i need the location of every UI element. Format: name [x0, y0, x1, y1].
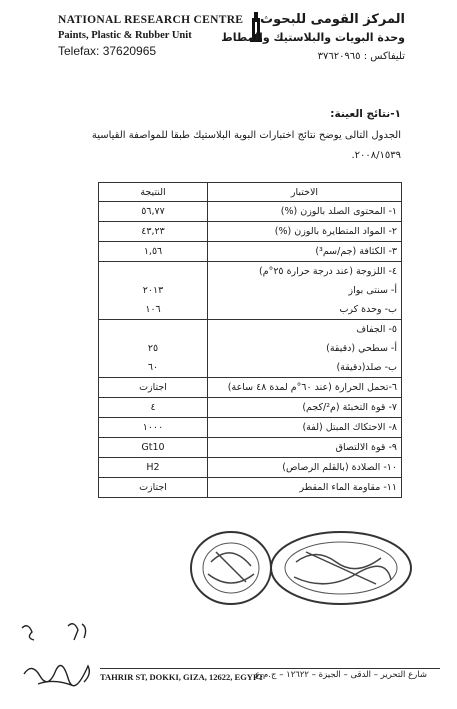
test-line: ب- وحدة كرب	[339, 304, 397, 315]
result-cell	[99, 262, 208, 320]
result-cell	[99, 242, 208, 262]
table-row	[99, 262, 402, 320]
result-cell	[99, 222, 208, 242]
result-line: ١٠٠٠	[142, 422, 164, 433]
table-row	[99, 478, 402, 498]
test-line: ٥- الجفاف	[356, 324, 397, 335]
test-name-cell	[208, 458, 402, 478]
test-line: ١١- مقاومة الماء المقطر	[299, 482, 397, 493]
result-cell	[99, 320, 208, 378]
table-row	[99, 398, 402, 418]
handwritten-signature	[18, 618, 98, 696]
org-name-ar: المركز القومى للبحوث	[260, 12, 405, 27]
test-name-cell	[208, 222, 402, 242]
section-title: ١-نتائج العينة:	[330, 108, 401, 120]
unit-name-en: Paints, Plastic & Rubber Unit	[58, 30, 192, 41]
test-name-cell	[208, 242, 402, 262]
test-name-cell	[208, 378, 402, 398]
test-name-cell	[208, 478, 402, 498]
result-line: اجتازت	[139, 482, 167, 493]
test-line: ٤- اللزوجة (عند درجة حرارة ٢٥°م)	[258, 266, 397, 277]
result-cell	[99, 202, 208, 222]
result-cell	[99, 458, 208, 478]
test-line: ٢- المواد المتطايرة بالوزن (%)	[274, 226, 397, 237]
result-line: Gt10	[141, 442, 165, 453]
table-row	[99, 458, 402, 478]
result-cell	[99, 478, 208, 498]
test-line: ١٠- الصلادة (بالقلم الرصاص)	[282, 462, 397, 473]
table-row	[99, 320, 402, 378]
result-line: ٤	[150, 402, 156, 413]
result-cell	[99, 438, 208, 458]
table-row	[99, 222, 402, 242]
table-row	[99, 438, 402, 458]
test-line: أ- سطحي (دقيقة)	[326, 343, 397, 354]
test-name-cell	[208, 398, 402, 418]
telefax-ar: تليفاكس : ٣٧٦٢٠٩٦٥	[317, 51, 405, 62]
org-name-en: NATIONAL RESEARCH CENTRE	[58, 14, 244, 26]
table-row	[99, 242, 402, 262]
result-line: ٢٠١٣	[142, 285, 164, 296]
result-line: ٢٥	[147, 343, 159, 354]
test-name-cell	[208, 262, 402, 320]
test-line: ٧- قوة التخبئة (م²/كجم)	[302, 402, 397, 413]
result-line: H2	[146, 462, 160, 473]
table-row	[99, 418, 402, 438]
result-line: اجتازت	[139, 382, 167, 393]
result-cell	[99, 378, 208, 398]
address-ar: شارع التحرير – الدقى – الجيزة – ١٢٦٢٢ – ج.م.ع	[255, 670, 427, 680]
test-name-cell	[208, 202, 402, 222]
result-line: ٦٠	[147, 362, 159, 373]
standard-number: ٢٠٠٨/١٥٣٩.	[351, 150, 401, 161]
header-result: النتيجة	[99, 183, 208, 202]
test-line: ٣- الكثافة (جم/سم³)	[315, 246, 397, 257]
test-name-cell	[208, 418, 402, 438]
address-en: TAHRIR ST, DOKKI, GIZA, 12622, EGYPT	[100, 672, 264, 682]
table-header-row	[99, 183, 402, 202]
unit-name-ar: وحدة البويات والبلاستيك والمطاط	[221, 31, 405, 44]
results-table	[98, 182, 402, 498]
test-name-cell	[208, 320, 402, 378]
footer-divider	[100, 668, 440, 669]
result-line: ٥٦,٧٧	[141, 206, 165, 217]
result-line: ٤٣,٢٣	[141, 226, 165, 237]
telefax-en: Telefax: 37620965	[58, 44, 157, 58]
intro-text: الجدول التالى يوضح نتائج اختبارات البوية البلاستيك طبقا للمواصفة القياسية	[91, 130, 401, 141]
test-line: ١- المحتوى الصلد بالوزن (%)	[280, 206, 397, 217]
test-line: ب- صلد(دقيقة)	[336, 362, 397, 373]
table-row	[99, 378, 402, 398]
result-line	[103, 320, 203, 339]
result-line	[103, 262, 203, 281]
result-cell	[99, 398, 208, 418]
test-line: ٨- الاحتكاك المبتل (لفة)	[302, 422, 397, 433]
test-line: أ- سنتى بواز	[348, 285, 397, 296]
result-cell	[99, 418, 208, 438]
test-line: ٩- قوة الالتصاق	[335, 442, 397, 453]
table-row	[99, 202, 402, 222]
result-line: ١,٥٦	[143, 246, 163, 257]
official-stamp	[186, 522, 416, 608]
result-line: ١٠٦	[145, 304, 161, 315]
test-name-cell	[208, 438, 402, 458]
header-test: الاختبار	[208, 183, 402, 202]
test-line: ٦-تحمل الحرارة (عند ٦٠°م لمدة ٤٨ ساعة)	[227, 382, 397, 393]
